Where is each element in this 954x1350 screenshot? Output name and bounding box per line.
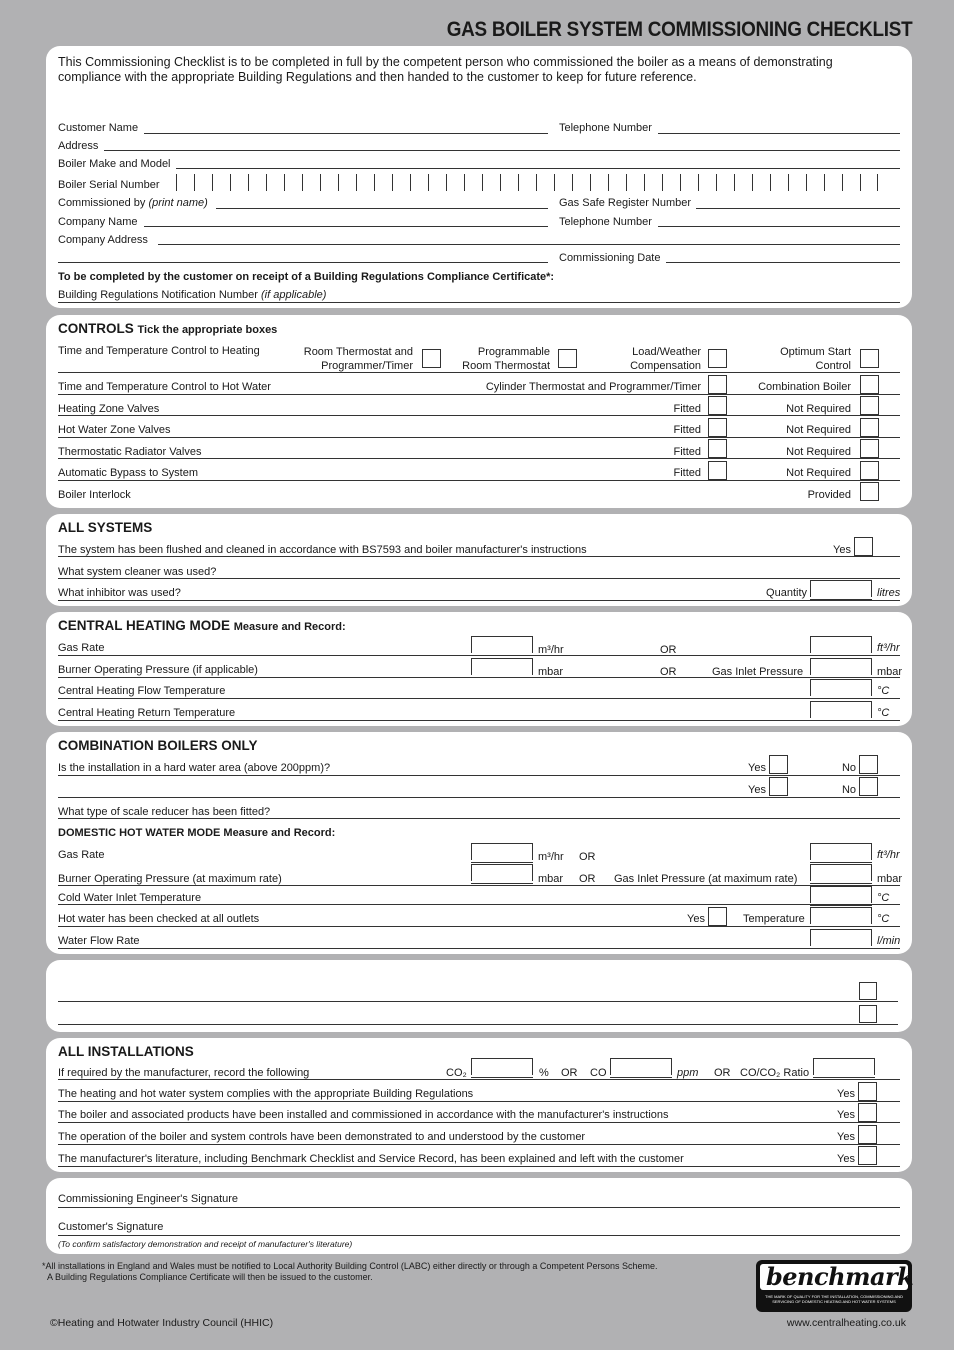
install-checkbox-1[interactable] <box>858 1082 877 1101</box>
cold-water-label: Cold Water Inlet Temperature <box>58 892 202 904</box>
install-checkbox-3[interactable] <box>858 1125 877 1144</box>
ch-gas-rate-rule <box>58 655 900 656</box>
controls-row7-label: Boiler Interlock <box>58 489 131 501</box>
quantity-label: Quantity <box>766 587 807 599</box>
install-line-1: The heating and hot water system complies with the appropriate Building Regulations <box>58 1088 474 1100</box>
ch-ft3hr-unit: ft³/hr <box>877 642 900 654</box>
scale-reducer-label: What type of scale reducer has been fitted? <box>58 806 271 818</box>
controls-row4-rule <box>58 437 900 438</box>
controls-row1-rule <box>58 372 900 373</box>
ch-burner-label: Burner Operating Pressure (if applicable) <box>58 664 258 676</box>
dhw-burner-field[interactable] <box>471 864 533 881</box>
engineer-signature-label: Commissioning Engineer's Signature <box>58 1193 239 1205</box>
all-systems-heading: ALL SYSTEMS <box>58 520 153 535</box>
controls-row4-label: Hot Water Zone Valves <box>58 424 171 436</box>
ch-return-rule <box>58 720 900 721</box>
cold-water-rule <box>58 904 900 905</box>
row4-not-required-label: Not Required <box>786 424 851 436</box>
details-panel <box>46 46 912 308</box>
install-rule-4 <box>58 1166 900 1167</box>
blank-panel <box>46 960 912 1032</box>
signatures-panel <box>46 1178 912 1254</box>
row5-fitted-checkbox[interactable] <box>708 439 727 458</box>
row2-yes-label: Yes <box>748 784 766 796</box>
dhw-heading: DOMESTIC HOT WATER MODE Measure and Record: <box>58 827 336 839</box>
controls-panel <box>46 315 912 508</box>
ch-gas-rate-ft3-field[interactable] <box>810 636 872 653</box>
hard-water-rule <box>58 775 900 776</box>
ratio-label: CO/CO₂ Ratio <box>740 1067 810 1079</box>
blank-checkbox-1[interactable] <box>859 982 877 1000</box>
customer-name-field[interactable] <box>144 133 548 134</box>
footer-note-2: A Building Regulations Compliance Certificate will then be issued to the customer. <box>47 1272 373 1282</box>
temperature-label: Temperature <box>743 913 805 925</box>
dhw-gas-rate-ft3-field[interactable] <box>810 843 872 860</box>
all-installations-panel <box>46 1038 912 1172</box>
gas-safe-label: Gas Safe Register Number <box>559 197 692 209</box>
flow-rate-unit: l/min <box>877 935 901 947</box>
dhw-or-2: OR <box>579 873 596 885</box>
row4-fitted-checkbox[interactable] <box>708 418 727 437</box>
ch-return-field[interactable] <box>810 701 872 718</box>
ch-flow-unit: °C <box>877 685 890 697</box>
commissioning-date-field[interactable] <box>666 262 900 263</box>
ch-burner-rule <box>58 677 900 678</box>
hot-water-rule <box>58 926 900 927</box>
room-thermo-checkbox[interactable] <box>422 349 441 368</box>
ch-heading: CENTRAL HEATING MODE Measure and Record: <box>58 618 346 633</box>
hard-water-no-checkbox[interactable] <box>859 755 878 774</box>
company-address-field-2[interactable] <box>58 262 548 263</box>
litres-unit: litres <box>877 587 901 599</box>
telephone2-field[interactable] <box>658 226 900 227</box>
prog-thermo-label: Programmable Room Thermostat <box>462 346 550 372</box>
ch-burner-field[interactable] <box>471 658 533 675</box>
blank-rule-2 <box>58 1024 898 1025</box>
flushed-label: The system has been flushed and cleaned in accordance with BS7593 and boiler manufacturer's instructions <box>58 544 587 556</box>
dhw-gas-inlet-label: Gas Inlet Pressure (at maximum rate) <box>614 873 798 885</box>
engineer-signature-field[interactable] <box>58 1207 900 1208</box>
quantity-field[interactable] <box>810 580 872 597</box>
or-1: OR <box>561 1067 578 1079</box>
install-yes-1: Yes <box>837 1088 855 1100</box>
cleaner-label: What system cleaner was used? <box>58 566 217 578</box>
row6-fitted-checkbox[interactable] <box>708 461 727 480</box>
hard-water-yes-checkbox[interactable] <box>769 755 788 774</box>
flushed-yes-checkbox[interactable] <box>854 537 873 556</box>
company-address-field[interactable] <box>158 244 900 245</box>
website-link[interactable]: www.centralheating.co.uk <box>786 1317 906 1329</box>
dhw-gas-rate-m3-field[interactable] <box>471 843 533 860</box>
boiler-make-field[interactable] <box>176 168 900 169</box>
telephone-field[interactable] <box>658 133 900 134</box>
customer-note: To be completed by the customer on receipt of a Building Regulations Compliance Certificate*: <box>58 271 555 283</box>
cleaner-rule <box>58 578 900 579</box>
flushed-yes-label: Yes <box>833 544 851 556</box>
ch-return-unit: °C <box>877 707 890 719</box>
install-checkbox-2[interactable] <box>858 1103 877 1122</box>
row5-not-required-checkbox[interactable] <box>860 439 879 458</box>
benchmark-logo-tagline: THE MARK OF QUALITY FOR THE INSTALLATION, COMMISSIONING AND SERVICING OF DOMESTIC HEATING AND HOT WATER SYSTEMS <box>765 1294 903 1304</box>
controls-row5-rule <box>58 458 900 459</box>
dhw-m3hr-unit: m³/hr <box>538 851 564 863</box>
row2-rule <box>58 797 900 798</box>
record-label: If required by the manufacturer, record the following <box>58 1067 310 1079</box>
dhw-mbar-unit: mbar <box>538 873 564 885</box>
footer-note-1: *All installations in England and Wales must be notified to Local Authority Building Control (LABC) either directly or through a Competent Persons Scheme. <box>42 1261 658 1271</box>
telephone2-label: Telephone Number <box>559 216 652 228</box>
commissioning-date-label: Commissioning Date <box>559 252 661 264</box>
benchmark-logo <box>756 1260 912 1312</box>
benchmark-logo-word: benchmark <box>766 1262 914 1291</box>
room-thermo-label: Room Thermostat and Programmer/Timer <box>303 346 413 372</box>
combi-checkbox[interactable] <box>860 375 879 394</box>
dhw-gas-inlet-field[interactable] <box>810 864 872 881</box>
combi-heading: COMBINATION BOILERS ONLY <box>58 738 258 753</box>
cold-water-field[interactable] <box>810 886 872 903</box>
hot-water-checked-label: Hot water has been checked at all outlets <box>58 913 260 925</box>
row6-not-required-label: Not Required <box>786 467 851 479</box>
ch-gas-inlet-field[interactable] <box>810 658 872 675</box>
controls-row5-label: Thermostatic Radiator Valves <box>58 446 202 458</box>
inhibitor-label: What inhibitor was used? <box>58 587 181 599</box>
cylinder-checkbox[interactable] <box>708 375 727 394</box>
controls-row3-rule <box>58 415 900 416</box>
controls-row3-label: Heating Zone Valves <box>58 403 160 415</box>
telephone-label: Telephone Number <box>559 122 652 134</box>
load-weather-label: Load/Weather Compensation <box>630 346 701 372</box>
ch-gas-inlet-label: Gas Inlet Pressure <box>712 666 804 678</box>
percent-unit: % <box>539 1067 549 1079</box>
controls-row2-label: Time and Temperature Control to Hot Water <box>58 381 271 393</box>
all-installations-heading: ALL INSTALLATIONS <box>58 1044 194 1059</box>
row2-no-label: No <box>841 784 856 796</box>
load-weather-checkbox[interactable] <box>708 349 727 368</box>
controls-row6-rule <box>58 480 900 481</box>
hard-water-yes-label: Yes <box>748 762 766 774</box>
flow-rate-rule <box>58 948 900 949</box>
address-field[interactable] <box>104 150 900 151</box>
intro-line-1: This Commissioning Checklist is to be completed in full by the competent person who commissioned the boiler as a means of demonstrating <box>58 55 833 69</box>
row2-no-checkbox[interactable] <box>859 777 878 796</box>
company-name-label: Company Name <box>58 216 138 228</box>
cylinder-label: Cylinder Thermostat and Programmer/Timer <box>485 381 701 393</box>
temperature-field[interactable] <box>810 907 872 924</box>
install-rule-3 <box>58 1144 900 1145</box>
row4-not-required-checkbox[interactable] <box>860 418 879 437</box>
flow-rate-label: Water Flow Rate <box>58 935 140 947</box>
customer-name-label: Customer Name <box>58 122 139 134</box>
commissioned-by-label: Commissioned by (print name) <box>58 197 208 209</box>
hot-water-yes-label: Yes <box>687 913 705 925</box>
row6-fitted-label: Fitted <box>673 467 701 479</box>
flow-rate-field[interactable] <box>810 929 872 946</box>
all-systems-panel <box>46 514 912 606</box>
install-yes-3: Yes <box>837 1131 855 1143</box>
ch-mbar-unit-2: mbar <box>877 666 903 678</box>
row3-fitted-label: Fitted <box>673 403 701 415</box>
row3-not-required-label: Not Required <box>786 403 851 415</box>
install-rule-1 <box>58 1101 900 1102</box>
co2-field[interactable] <box>471 1058 533 1075</box>
signature-note: (To confirm satisfactory demonstration and receipt of manufacturer's literature) <box>58 1239 353 1249</box>
record-rule <box>58 1079 900 1080</box>
row2-yes-checkbox[interactable] <box>769 777 788 796</box>
ch-flow-field[interactable] <box>810 679 872 696</box>
ch-or-1: OR <box>660 644 677 656</box>
row7-provided-checkbox[interactable] <box>860 482 879 501</box>
company-name-field[interactable] <box>144 226 548 227</box>
co-label: CO <box>590 1067 607 1079</box>
ch-gas-rate-label: Gas Rate <box>58 642 105 654</box>
hot-water-yes-checkbox[interactable] <box>708 907 727 926</box>
address-label: Address <box>58 140 99 152</box>
install-line-4: The manufacturer's literature, including Benchmark Checklist and Service Record, has been explained and left with the customer <box>58 1153 684 1165</box>
controls-heading: CONTROLS Tick the appropriate boxes <box>58 321 278 336</box>
customer-signature-field[interactable] <box>58 1235 900 1236</box>
company-address-label: Company Address <box>58 234 148 246</box>
cold-water-unit: °C <box>877 892 890 904</box>
hard-water-label: Is the installation in a hard water area (above 200ppm)? <box>58 762 331 774</box>
row6-not-required-checkbox[interactable] <box>860 461 879 480</box>
optimum-start-label: Optimum Start Control <box>780 346 851 372</box>
controls-row6-label: Automatic Bypass to System <box>58 467 198 479</box>
dhw-mbar-unit-2: mbar <box>877 873 903 885</box>
intro-line-2: compliance with the appropriate Building Regulations and then handed to the customer to keep for future reference. <box>58 70 697 84</box>
row4-fitted-label: Fitted <box>673 424 701 436</box>
row7-provided-label: Provided <box>807 489 851 501</box>
blank-checkbox-2[interactable] <box>859 1005 877 1023</box>
blank-rule-1 <box>58 1001 898 1002</box>
boiler-make-label: Boiler Make and Model <box>58 158 171 170</box>
ratio-field[interactable] <box>813 1058 875 1075</box>
install-rule-2 <box>58 1122 900 1123</box>
co-field[interactable] <box>610 1058 672 1075</box>
controls-row2-rule <box>58 394 900 395</box>
prog-thermo-checkbox[interactable] <box>558 349 577 368</box>
inhibitor-rule <box>58 600 900 601</box>
row5-fitted-label: Fitted <box>673 446 701 458</box>
ch-gas-rate-m3-field[interactable] <box>471 636 533 653</box>
dhw-burner-label: Burner Operating Pressure (at maximum rate) <box>58 873 282 885</box>
install-yes-2: Yes <box>837 1109 855 1121</box>
row5-not-required-label: Not Required <box>786 446 851 458</box>
controls-row1-label: Time and Temperature Control to Heating <box>58 345 260 357</box>
scale-reducer-rule <box>58 818 900 819</box>
page-title: GAS BOILER SYSTEM COMMISSIONING CHECKLIST <box>446 18 912 41</box>
row3-not-required-checkbox[interactable] <box>860 396 879 415</box>
boiler-serial-label: Boiler Serial Number <box>58 179 160 191</box>
combination-panel <box>46 732 912 954</box>
ch-flow-label: Central Heating Flow Temperature <box>58 685 226 697</box>
dhw-or-1: OR <box>579 851 596 863</box>
or-2: OR <box>714 1067 731 1079</box>
notification-label: Building Regulations Notification Number (if applicable) <box>58 289 327 301</box>
gas-safe-field[interactable] <box>696 208 900 209</box>
row3-fitted-checkbox[interactable] <box>708 396 727 415</box>
ch-return-label: Central Heating Return Temperature <box>58 707 236 719</box>
install-yes-4: Yes <box>837 1153 855 1165</box>
install-checkbox-4[interactable] <box>858 1146 877 1165</box>
ch-or-2: OR <box>660 666 677 678</box>
dhw-ft3hr-unit: ft³/hr <box>877 849 900 861</box>
co2-label: CO₂ <box>446 1067 467 1079</box>
ch-m3hr-unit: m³/hr <box>538 644 564 656</box>
ch-mbar-unit: mbar <box>538 666 564 678</box>
install-line-3: The operation of the boiler and system controls have been demonstrated to and understood by the customer <box>58 1131 586 1143</box>
optimum-start-checkbox[interactable] <box>860 349 879 368</box>
ppm-unit: ppm <box>677 1067 699 1079</box>
install-line-2: The boiler and associated products have been installed and commissioned in accordance with the manufacturer's instructions <box>58 1109 669 1121</box>
dhw-gas-rate-label: Gas Rate <box>58 849 105 861</box>
boiler-serial-field[interactable] <box>176 174 878 191</box>
ch-flow-rule <box>58 698 900 699</box>
commissioned-by-field[interactable] <box>216 208 548 209</box>
copyright: ©Heating and Hotwater Industry Council (HHIC) <box>50 1317 274 1329</box>
notification-field[interactable] <box>58 302 900 303</box>
customer-signature-label: Customer's Signature <box>58 1221 164 1233</box>
flushed-rule <box>58 556 900 557</box>
central-heating-panel <box>46 612 912 726</box>
combi-label: Combination Boiler <box>758 381 851 393</box>
temperature-unit: °C <box>877 913 890 925</box>
dhw-burner-rule <box>58 885 900 886</box>
hard-water-no-label: No <box>841 762 856 774</box>
